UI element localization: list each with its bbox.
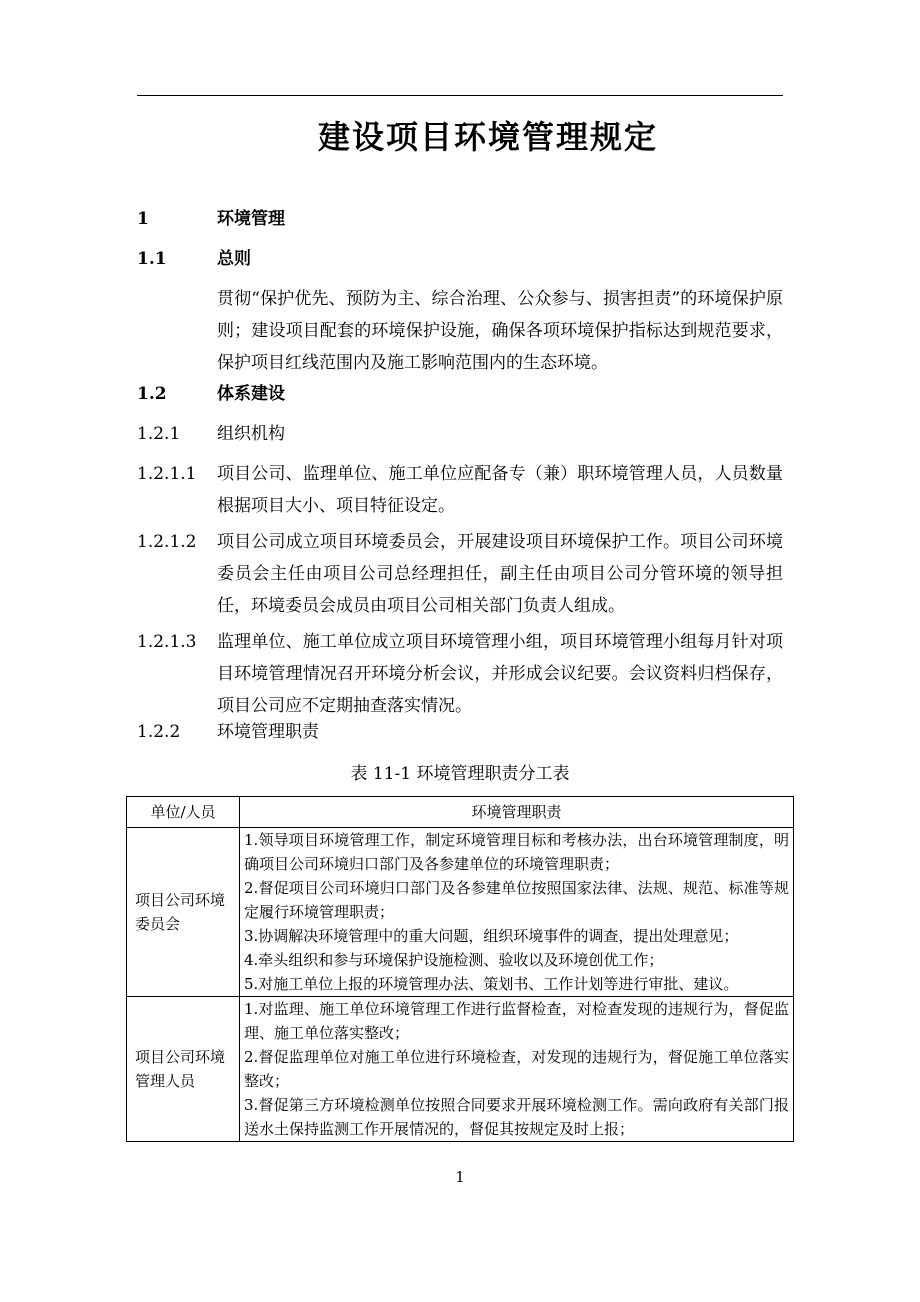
duty-item: 1.对监理、施工单位环境管理工作进行监督检查，对检查发现的违规行为，督促监理、施工单位落实整改； [244,1000,789,1042]
table-header-row [127,797,794,828]
duty-item: 3.协调解决环境管理中的重大问题，组织环境事件的调查，提出处理意见； [244,927,739,945]
general-principle-paragraph: 贯彻“保护优先、预防为主、综合治理、公众参与、损害担责”的环境保护原则；建设项目配套的环境保护设施，确保各项环境保护指标达到规范要求，保护项目红线范围内及施工影响范围内的生态环境。 [217,289,783,373]
section-body: 项目公司、监理单位、施工单位应配备专（兼）职环境管理人员，人员数量根据项目大小、项目特征设定。 [217,464,783,516]
duty-item: 2.督促项目公司环境归口部门及各参建单位按照国家法律、法规、规范、标准等规定履行环境管理职责； [244,879,789,921]
table-row [127,828,794,997]
document-title: 建设项目环境管理规定 [317,118,658,156]
section-number: 1.2.1.3 [137,632,197,652]
duty-item: 4.牵头组织和参与环境保护设施检测、验收以及环境创优工作； [244,951,664,969]
section-number: 1 [137,209,149,229]
section-number: 1.1 [137,249,167,269]
header-rule [137,95,783,96]
section-number: 1.2 [137,384,167,404]
section-title: 环境管理 [217,209,285,229]
page-number: 1 [455,1168,465,1186]
duty-cell [240,997,794,1142]
table-caption: 表 11-1 环境管理职责分工表 [350,764,570,784]
section-title: 组织机构 [217,424,285,444]
duty-item: 1.领导项目环境管理工作，制定环境管理目标和考核办法，出台环境管理制度，明确项目公司环境归口部门及各参建单位的环境管理职责； [244,831,789,873]
section-number: 1.2.1.2 [137,532,197,552]
duty-cell [240,828,794,997]
header-unit: 单位/人员 [127,797,240,828]
section-number: 1.2.2 [137,722,181,742]
section-number: 1.2.1.1 [137,464,197,484]
section-body: 监理单位、施工单位成立项目环境管理小组，项目环境管理小组每月针对项目环境管理情况召开环境分析会议，并形成会议纪要。会议资料归档保存，项目公司应不定期抽查落实情况。 [217,632,783,716]
duty-item: 5.对施工单位上报的环境管理办法、策划书、工作计划等进行审批、建议。 [244,975,739,993]
section-title: 环境管理职责 [217,722,319,742]
responsibility-table [126,796,794,1142]
unit-cell: 项目公司环境管理人员 [127,997,240,1142]
section-number: 1.2.1 [137,424,181,444]
section-body: 项目公司成立项目环境委员会，开展建设项目环境保护工作。项目公司环境委员会主任由项目公司总经理担任，副主任由项目公司分管环境的领导担任，环境委员会成员由项目公司相关部门负责人组成。 [217,532,783,616]
unit-cell: 项目公司环境委员会 [127,828,240,997]
duty-item: 3.督促第三方环境检测单位按照合同要求开展环境检测工作。需向政府有关部门报送水土保持监测工作开展情况的，督促其按规定及时上报； [244,1096,789,1138]
table-row [127,997,794,1142]
section-title: 体系建设 [217,384,285,404]
section-title: 总则 [217,249,251,269]
header-duty: 环境管理职责 [240,797,794,828]
duty-item: 2.督促监理单位对施工单位进行环境检查，对发现的违规行为，督促施工单位落实整改； [244,1048,789,1090]
